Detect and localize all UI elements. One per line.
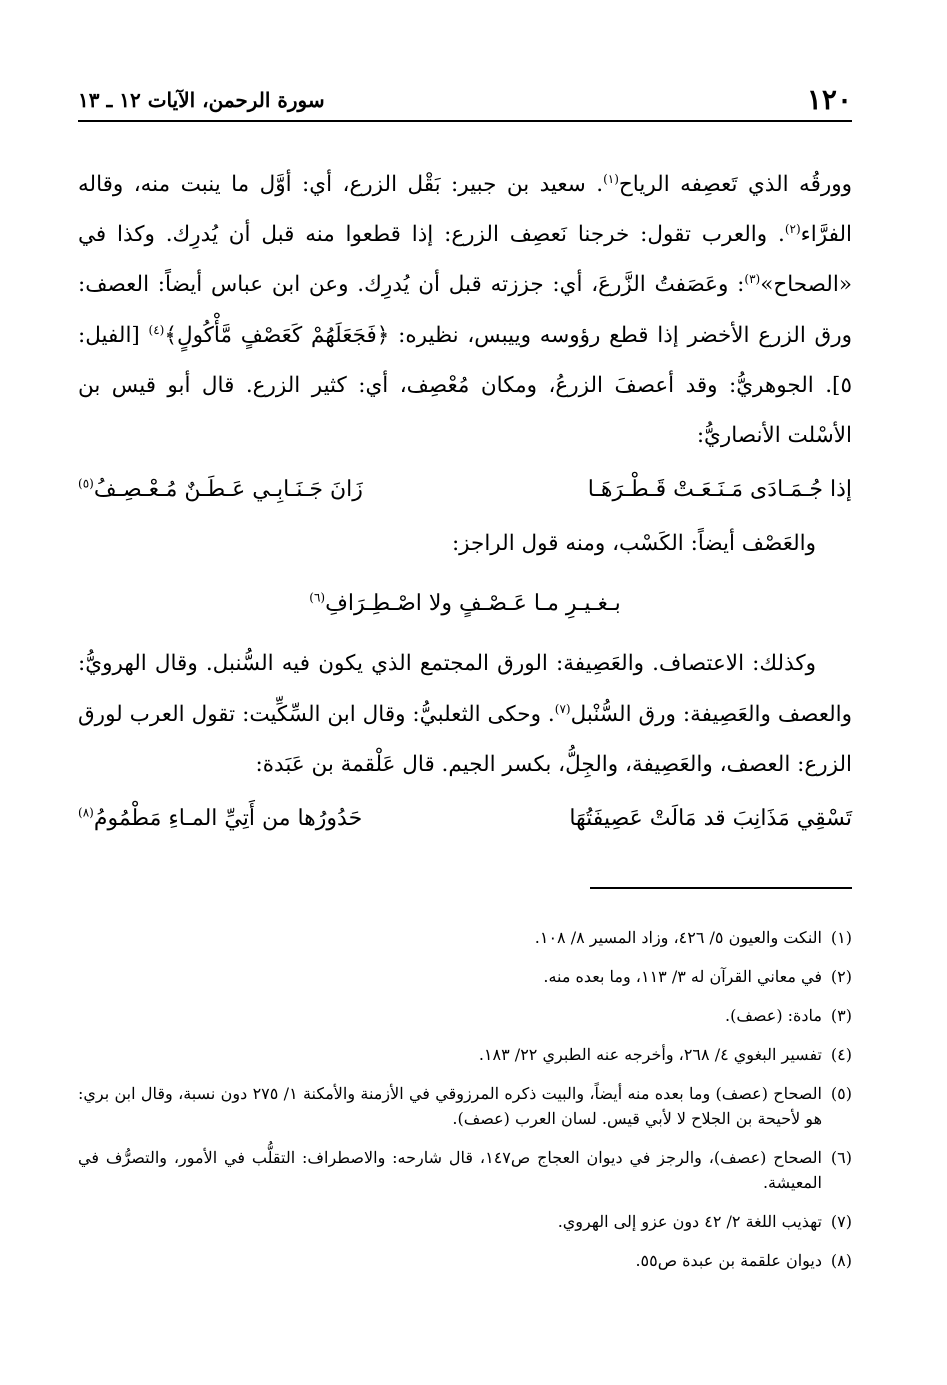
- footnote: [78, 1042, 852, 1067]
- footnote-text: ديوان علقمة بن عبدة ص٥٥.: [635, 1251, 822, 1270]
- footnote-number: (٧): [830, 1212, 852, 1231]
- verse-second-hemistich-wrap: [78, 465, 363, 515]
- footnote-ref[interactable]: (٦): [309, 591, 326, 606]
- footnote-ref[interactable]: (٣): [744, 272, 761, 287]
- rajaz-text: بـغـيـرِ مـا عَـصْـفٍ ولا اصْـطِـرَافِ: [325, 591, 621, 617]
- verse-second-hemistich: زَانَ جَـنَـابِـي عَـطَـنٌ مُـعْـصِـفُ: [93, 477, 363, 503]
- footnote-text: الصحاح (عصف)، والرجز في ديوان العجاج ص١٤٧، قال شارحه: والاصطراف: التقلُّب في الأمور، والتصرُّف في المعيشة.: [78, 1148, 822, 1192]
- verse-second-hemistich: حَدُورُها من أَتِيِّ المـاءِ مَطْمُومُ: [93, 806, 363, 832]
- poetry-verse-1: [78, 461, 852, 519]
- text-run: [الفيل: ٥]. الجوهريُّ: وقد أعصفَ الزرعُ، ومكان مُعْصِف، أي: كثير الزرع. قال أبو قيس بن الأسْلت الأنصاريُّ:: [78, 322, 852, 449]
- footnote: [78, 964, 852, 989]
- footnote-text: النكت والعيون ٥/ ٤٢٦، وزاد المسير ٨/ ١٠٨.: [534, 928, 822, 947]
- footnote-number: (٨): [830, 1251, 852, 1270]
- footnote-text: مادة: (عصف).: [725, 1006, 822, 1025]
- footnote-separator: [590, 887, 852, 889]
- text-run: وكذلك: الاعتصاف. والعَصِيفة: الورق المجتمع الذي يكون فيه السُّنبل. وقال الهرويُّ: والعصف والعَصِيفة: ورق السُّنْبل: [78, 651, 852, 727]
- footnote-number: (٥): [830, 1084, 852, 1103]
- footnote-text: تهذيب اللغة ٢/ ٤٢ دون عزو إلى الهروي.: [557, 1212, 822, 1231]
- footnote-ref[interactable]: (٧): [554, 701, 571, 716]
- verse-second-hemistich-wrap: [78, 794, 362, 844]
- footnote: [78, 1145, 852, 1195]
- paragraph-2: والعَصْف أيضاً: الكَسْب، ومنه قول الراجز:: [451, 531, 816, 557]
- footnote-number: (٦): [830, 1148, 852, 1167]
- footnote: [78, 1081, 852, 1131]
- footnote-number: (٢): [830, 967, 852, 986]
- paragraph-3: [78, 639, 852, 790]
- footnote: [78, 1248, 852, 1273]
- text-run: . وحكى الثعلبيُّ: وقال ابن السِّكِّيت: تقول العرب لورق الزرع: العصف، والعَصِيفة، والجِلُّ، بكسر الجيم. قال عَلْقمة بن عَبَدة:: [78, 701, 852, 777]
- footnote: [78, 1003, 852, 1028]
- running-title: سورة الرحمن، الآيات ١٢ ـ ١٣: [78, 88, 325, 112]
- page-number: ١٢٠: [806, 83, 852, 116]
- rajaz-line: [78, 569, 852, 639]
- footnote: [78, 1209, 852, 1234]
- footnote-ref[interactable]: (٥): [78, 476, 94, 491]
- page-header: [78, 78, 852, 122]
- footnote: [78, 925, 852, 950]
- footnotes: [78, 925, 852, 1287]
- text-run: . سعيد بن جبير: بَقْل الزرع، أي: أوَّل ما ينبت منه، وقاله الفرَّاء: [78, 172, 852, 248]
- main-text: [78, 160, 852, 848]
- footnote-ref[interactable]: (٢): [784, 222, 801, 237]
- footnote-number: (٤): [830, 1045, 852, 1064]
- footnote-ref[interactable]: (٤): [148, 322, 165, 337]
- verse-first-hemistich: إذا جُـمَـادَى مَـنَـعَـتْ قَـطْـرَهَـا: [587, 477, 852, 503]
- paragraph-1: [78, 160, 852, 461]
- verse-first-hemistich: تَسْقِي مَذَانِبَ قد مَالَتْ عَصِيفَتُهَا: [569, 806, 852, 832]
- text-run: وورقُه الذي تَعصِفه الرياح: [618, 172, 852, 197]
- footnote-ref[interactable]: (٨): [78, 805, 94, 820]
- footnote-number: (٣): [830, 1006, 852, 1025]
- text-run: : وعَصَفتُ الزَّرعَ، أي: جززته قبل أن يُدرِك. وعن ابن عباس أيضاً: العصف: ورق الزرع الأخضر إذا قطع رؤوسه وييبس، نظيره: ﴿فَجَعَلَهُمْ كَعَصْفٍ مَّأْكُولٍ﴾: [78, 272, 852, 348]
- footnote-text: في معاني القرآن له ٣/ ١١٣، وما بعده منه.: [543, 967, 822, 986]
- poetry-verse-2: [78, 790, 852, 848]
- footnote-text: تفسير البغوي ٤/ ٢٦٨، وأخرجه عنه الطبري ٢٢/ ١٨٣.: [478, 1045, 822, 1064]
- footnote-number: (١): [830, 928, 852, 947]
- footnote-ref[interactable]: (١): [603, 171, 619, 186]
- text-run: . والعرب تقول: خرجنا نَعصِف الزرع: إذا قطعوا منه قبل أن يُدرِك. وكذا في «الصحاح»: [78, 222, 852, 298]
- footnote-text: الصحاح (عصف) وما بعده منه أيضاً، والبيت ذكره المرزوقي في الأزمنة والأمكنة ١/ ٢٧٥ دون نسبة، وقال ابن بري: هو لأحيحة بن الجلاح لا لأبي قيس. لسان العرب (عصف).: [78, 1084, 822, 1128]
